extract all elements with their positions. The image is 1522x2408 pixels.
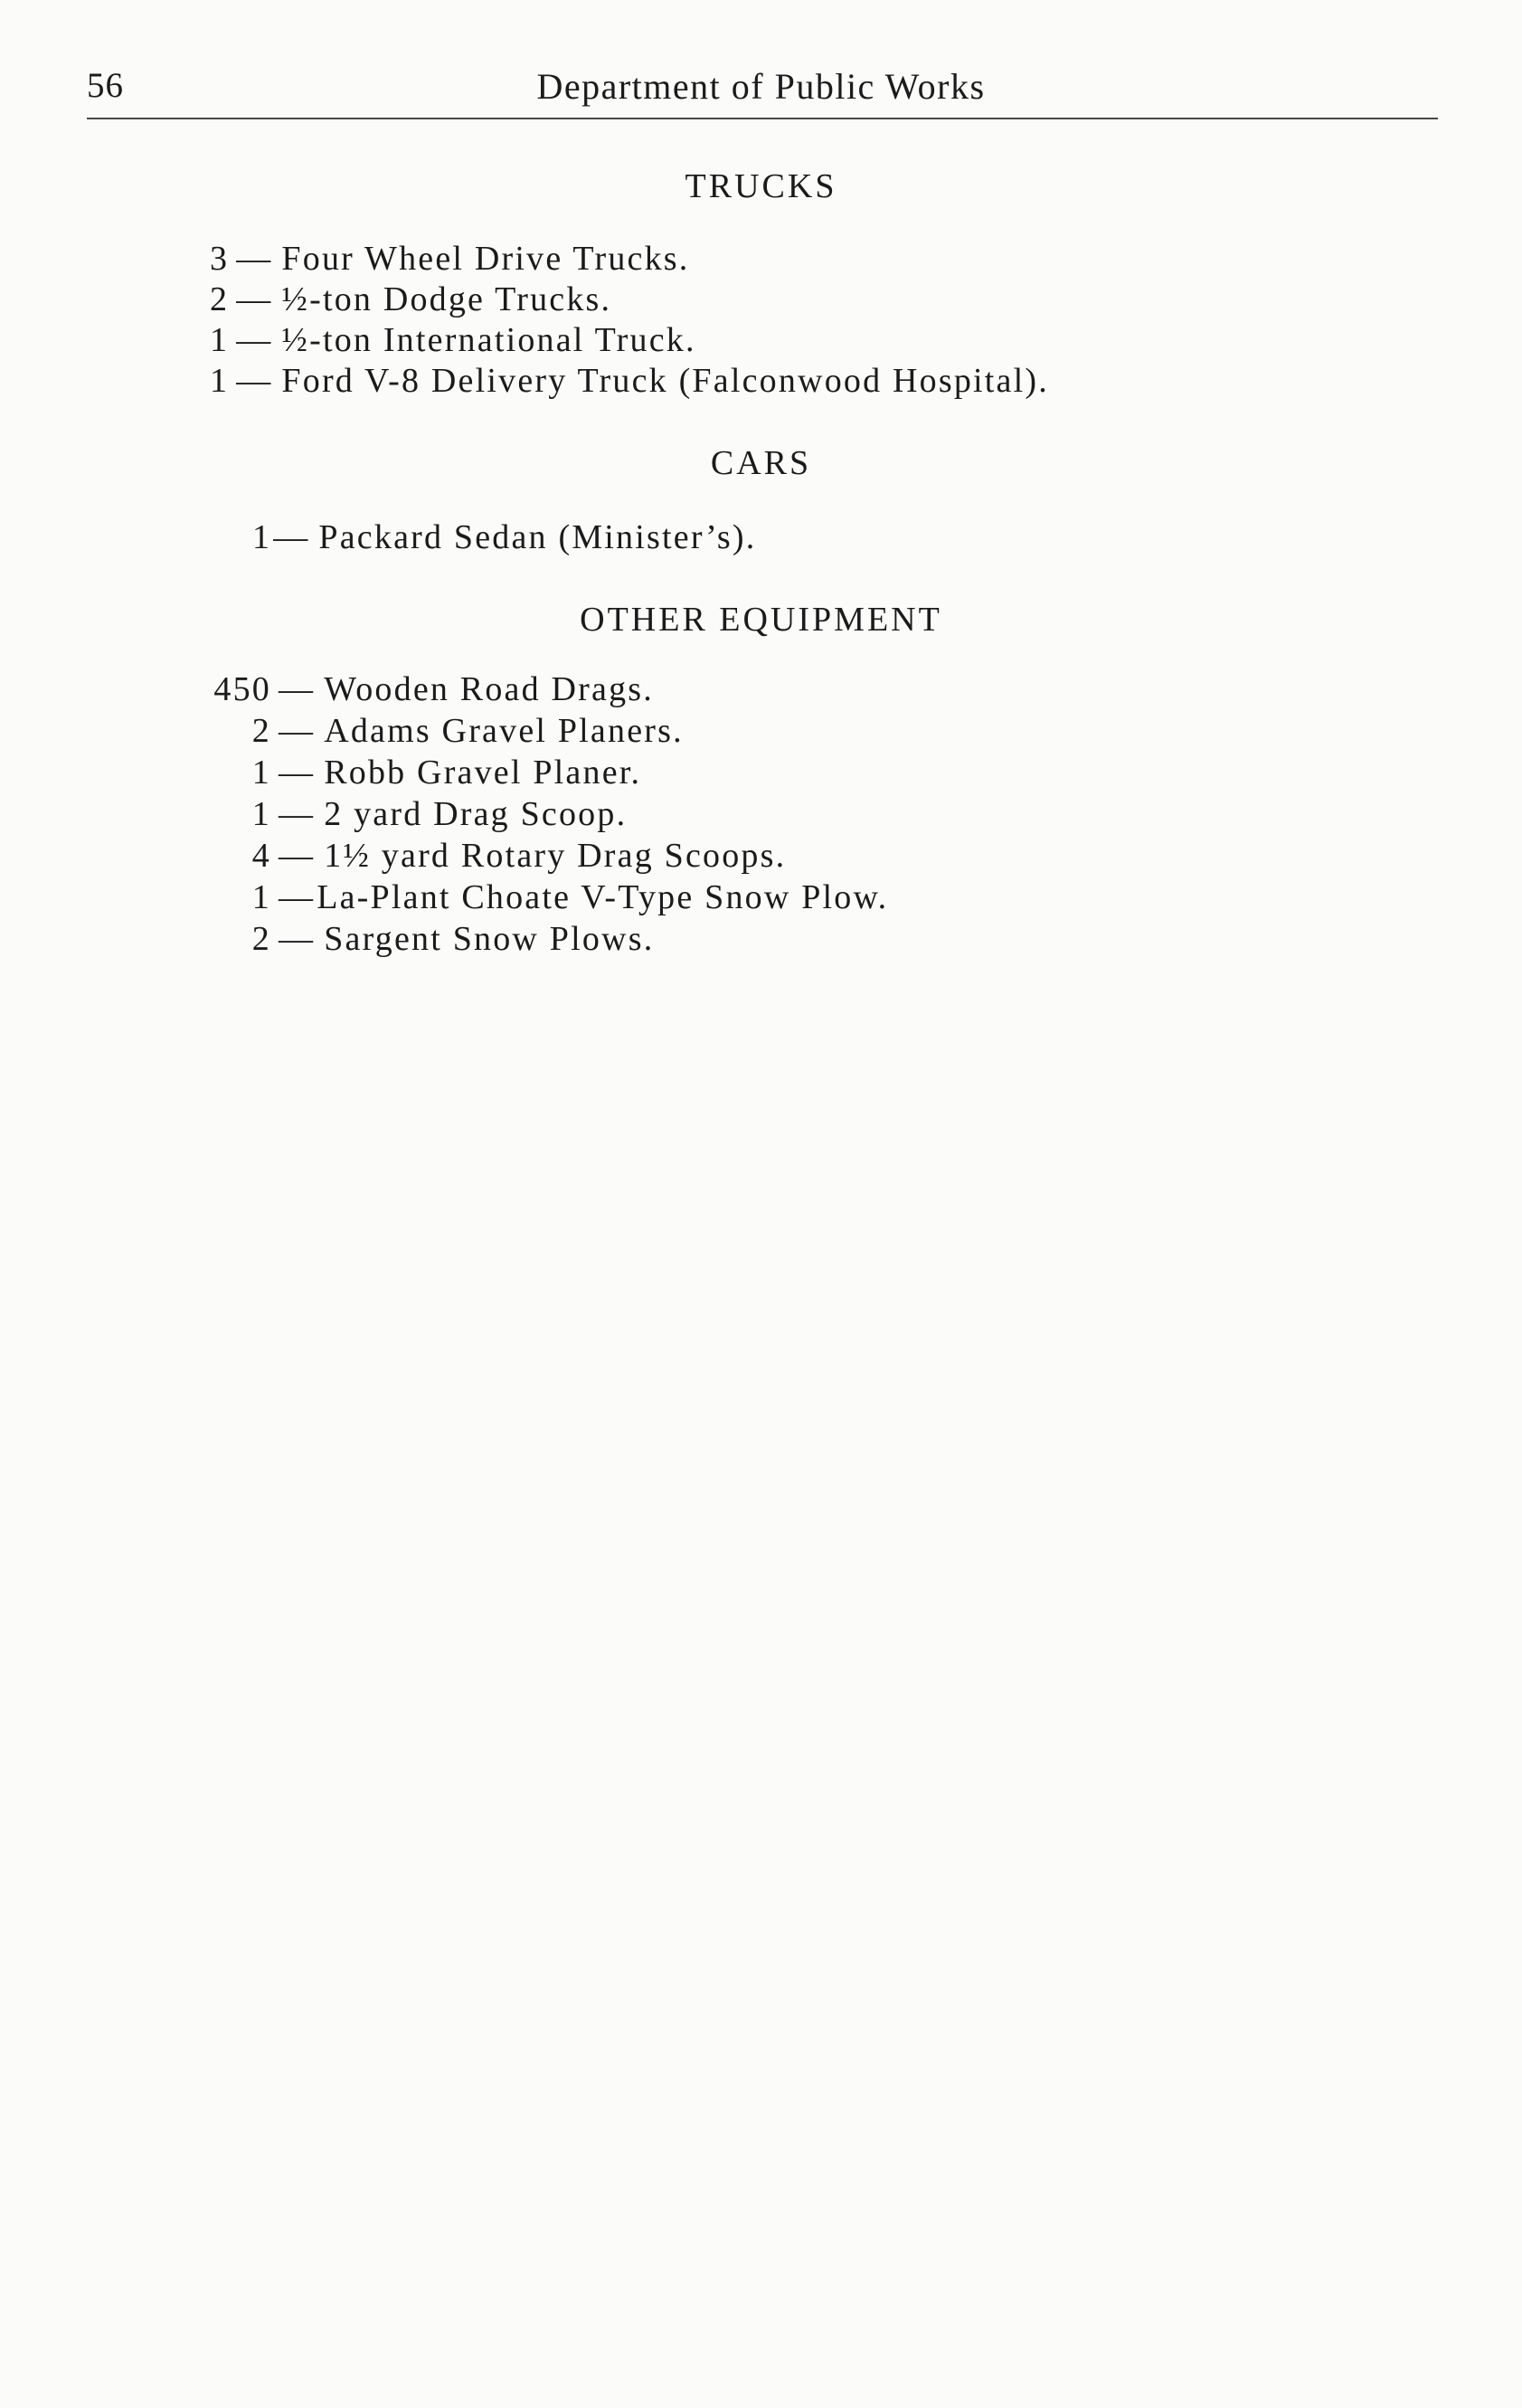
list-item (208, 753, 641, 792)
list-item (210, 320, 696, 360)
item-description: Robb Gravel Planer. (324, 754, 642, 792)
list-item (208, 836, 786, 876)
item-dash: — (236, 240, 273, 278)
item-quantity: 1 (210, 321, 230, 359)
page-number: 56 (87, 66, 124, 105)
list-item (208, 919, 654, 959)
item-dash: — (279, 920, 316, 958)
item-quantity: 2 (251, 712, 271, 750)
item-quantity: 3 (210, 240, 230, 278)
item-dash: — (279, 754, 316, 792)
item-description: Wooden Road Drags. (324, 670, 654, 708)
item-quantity: 4 (251, 837, 271, 875)
item-description: ½-ton International Truck. (281, 321, 696, 359)
item-description: ½-ton Dodge Trucks. (281, 280, 612, 318)
item-description: Four Wheel Drive Trucks. (281, 240, 690, 278)
item-quantity: 450 (213, 670, 271, 708)
item-quantity: 1 (210, 362, 230, 400)
item-quantity: 2 (210, 280, 230, 318)
list-item (208, 877, 888, 917)
item-description: 2 yard Drag Scoop. (324, 795, 628, 833)
trucks-heading: TRUCKS (685, 167, 837, 205)
item-dash: — (279, 670, 316, 708)
item-description: 1½ yard Rotary Drag Scoops. (324, 837, 787, 875)
item-quantity: 1 (251, 754, 271, 792)
item-quantity: 2 (251, 920, 271, 958)
list-item (210, 239, 689, 279)
item-description: La-Plant Choate V-Type Snow Plow. (317, 878, 889, 916)
item-dash: — (236, 321, 273, 359)
header-rule (87, 118, 1438, 119)
item-quantity: 1 (252, 518, 272, 556)
item-dash: — (279, 837, 316, 875)
item-description: Sargent Snow Plows. (324, 920, 655, 958)
item-description: Adams Gravel Planers. (324, 712, 684, 750)
item-dash: — (279, 712, 316, 750)
item-description: Packard Sedan (Minister’s). (318, 518, 757, 556)
cars-heading: CARS (710, 444, 812, 482)
list-item (208, 711, 684, 751)
item-dash: — (279, 878, 316, 916)
item-dash: — (273, 518, 310, 556)
item-dash: — (236, 280, 273, 318)
item-dash: — (236, 362, 273, 400)
list-item (210, 361, 1049, 401)
item-description: Ford V-8 Delivery Truck (Falconwood Hospital). (281, 362, 1049, 400)
running-title: Department of Public Works (536, 66, 986, 107)
list-item (208, 794, 627, 834)
other-equipment-heading: OTHER EQUIPMENT (580, 601, 942, 639)
list-item (208, 669, 654, 709)
item-quantity: 1 (251, 795, 271, 833)
item-quantity: 1 (251, 878, 271, 916)
list-item (252, 517, 756, 557)
item-dash: — (279, 795, 316, 833)
list-item (210, 280, 611, 319)
